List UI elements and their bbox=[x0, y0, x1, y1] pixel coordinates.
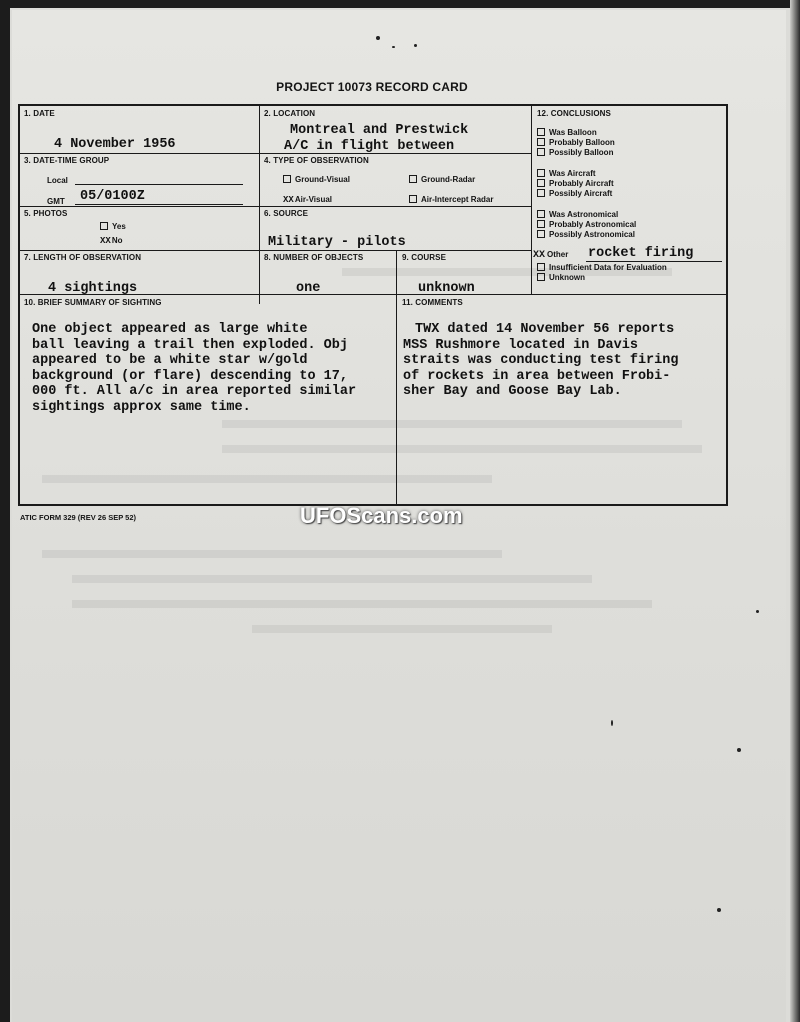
bleed-through-line bbox=[72, 575, 592, 583]
summary-line: ball leaving a trail then exploded. Obj bbox=[32, 337, 348, 353]
divider bbox=[531, 104, 532, 294]
scan-speck bbox=[611, 720, 613, 726]
observation-type-label: 4. TYPE OF OBSERVATION bbox=[264, 156, 369, 165]
divider bbox=[259, 104, 260, 304]
summary-line: One object appeared as large white bbox=[32, 322, 308, 337]
course-label: 9. COURSE bbox=[402, 253, 447, 262]
scan-speck bbox=[414, 44, 417, 47]
summary-line: sightings approx same time. bbox=[32, 399, 251, 415]
comments-line: TWX dated 14 November 56 reports bbox=[415, 322, 675, 337]
source-value: Military - pilots bbox=[268, 235, 406, 250]
conclusion-possibly-aircraft: Possibly Aircraft bbox=[537, 189, 612, 198]
conclusion-was-astronomical: Was Astronomical bbox=[537, 210, 618, 219]
page-title: PROJECT 10073 RECORD CARD bbox=[276, 80, 468, 94]
divider bbox=[396, 250, 397, 504]
checkbox bbox=[537, 179, 545, 187]
scan-speck bbox=[717, 908, 721, 912]
location-label: 2. LOCATION bbox=[264, 109, 316, 118]
checkbox bbox=[537, 263, 545, 271]
date-value: 4 November 1956 bbox=[54, 137, 176, 152]
comments-line: sher Bay and Goose Bay Lab. bbox=[403, 384, 622, 399]
location-line-1: Montreal and Prestwick bbox=[290, 123, 469, 138]
scan-border-top bbox=[0, 0, 800, 8]
conclusion-probably-aircraft: Probably Aircraft bbox=[537, 179, 614, 188]
checkbox bbox=[409, 175, 417, 183]
scan-border-right bbox=[790, 0, 800, 1022]
option-ground-visual: Ground-Visual bbox=[283, 175, 350, 184]
checkbox bbox=[537, 230, 545, 238]
source-label: 6. SOURCE bbox=[264, 209, 309, 218]
option-ground-radar: Ground-Radar bbox=[409, 175, 475, 184]
checkbox bbox=[283, 175, 291, 183]
checkbox bbox=[537, 169, 545, 177]
other-label: Other bbox=[547, 250, 569, 259]
comments-line: straits was conducting test firing bbox=[403, 353, 679, 368]
bleed-through-line bbox=[72, 600, 652, 608]
checkbox bbox=[537, 210, 545, 218]
summary-line: 000 ft. All a/c in area reported similar bbox=[32, 384, 357, 399]
conclusion-unknown: Unknown bbox=[537, 273, 585, 282]
local-underline bbox=[75, 184, 243, 185]
objects-value: one bbox=[296, 281, 321, 296]
scan-speck bbox=[376, 36, 380, 40]
length-value: 4 sightings bbox=[48, 281, 138, 296]
other-value: rocket firing bbox=[588, 246, 694, 261]
photos-no: XXNo bbox=[100, 236, 123, 246]
comments-line: of rockets in area between Frobi- bbox=[403, 368, 671, 384]
photos-yes: Yes bbox=[100, 222, 126, 231]
conclusion-was-balloon: Was Balloon bbox=[537, 128, 597, 137]
summary-text bbox=[32, 322, 356, 415]
bleed-through-line bbox=[42, 550, 502, 558]
option-air-intercept-radar: Air-Intercept Radar bbox=[409, 195, 493, 204]
date-label: 1. DATE bbox=[24, 109, 55, 118]
other-mark: XX bbox=[533, 250, 546, 261]
summary-label: 10. BRIEF SUMMARY OF SIGHTING bbox=[24, 298, 162, 307]
divider bbox=[18, 206, 531, 207]
scan-speck bbox=[737, 748, 741, 752]
checkbox bbox=[537, 128, 545, 136]
date-time-group-label: 3. DATE-TIME GROUP bbox=[24, 156, 110, 165]
conclusion-was-aircraft: Was Aircraft bbox=[537, 169, 596, 178]
photos-no-mark: XX bbox=[100, 236, 111, 246]
checkbox bbox=[537, 148, 545, 156]
checkbox bbox=[537, 220, 545, 228]
conclusion-possibly-astronomical: Possibly Astronomical bbox=[537, 230, 635, 239]
conclusion-probably-astronomical: Probably Astronomical bbox=[537, 220, 636, 229]
checkbox bbox=[537, 273, 545, 281]
location-line-2: A/C in flight between bbox=[284, 139, 455, 154]
checkbox bbox=[537, 138, 545, 146]
checkbox bbox=[409, 195, 417, 203]
conclusions-label: 12. CONCLUSIONS bbox=[537, 109, 611, 118]
scan-speck bbox=[756, 610, 759, 613]
other-underline bbox=[586, 261, 722, 262]
checkbox bbox=[100, 222, 108, 230]
photos-label: 5. PHOTOS bbox=[24, 209, 68, 218]
objects-label: 8. NUMBER OF OBJECTS bbox=[264, 253, 364, 262]
gmt-underline bbox=[75, 204, 243, 205]
form-number: ATIC FORM 329 (REV 26 SEP 52) bbox=[20, 513, 137, 522]
comments-line: MSS Rushmore located in Davis bbox=[403, 337, 638, 353]
summary-line: appeared to be a white star w/gold bbox=[32, 353, 308, 368]
scan-speck bbox=[392, 46, 395, 48]
gmt-label: GMT bbox=[47, 197, 65, 206]
length-label: 7. LENGTH OF OBSERVATION bbox=[24, 253, 142, 262]
watermark: UFOScans.com bbox=[300, 503, 463, 528]
comments-label: 11. COMMENTS bbox=[402, 298, 463, 307]
conclusion-other bbox=[533, 250, 568, 261]
conclusion-insufficient-data: Insufficient Data for Evaluation bbox=[537, 263, 667, 272]
conclusion-probably-balloon: Probably Balloon bbox=[537, 138, 615, 147]
comments-text bbox=[403, 322, 678, 400]
local-label: Local bbox=[47, 176, 68, 185]
option-air-visual: XXAir-Visual bbox=[283, 195, 333, 205]
summary-line: background (or flare) descending to 17, bbox=[32, 368, 348, 384]
air-visual-mark: XX bbox=[283, 195, 294, 205]
scan-border-left bbox=[0, 0, 10, 1022]
bleed-through-line bbox=[252, 625, 552, 633]
divider bbox=[18, 250, 531, 251]
course-value: unknown bbox=[418, 281, 475, 296]
checkbox bbox=[537, 189, 545, 197]
conclusion-possibly-balloon: Possibly Balloon bbox=[537, 148, 613, 157]
gmt-value: 05/0100Z bbox=[80, 189, 145, 204]
